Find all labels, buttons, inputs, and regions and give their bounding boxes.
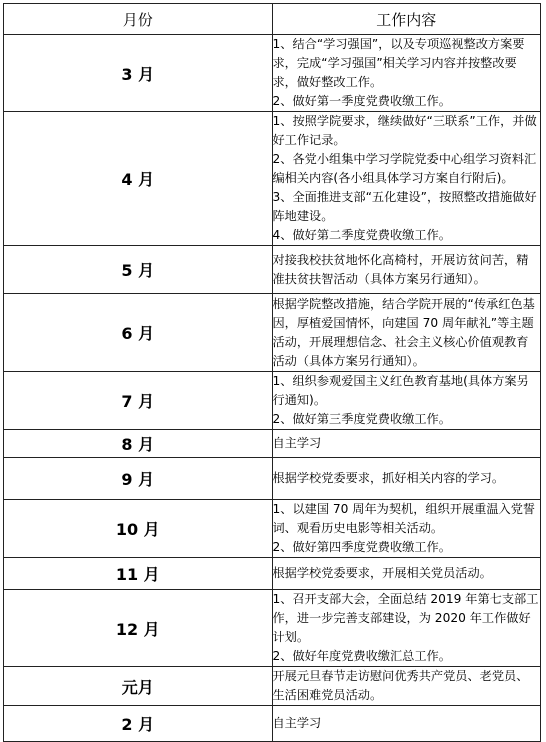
content-line: 自主学习 [272,436,322,450]
table-row [4,294,541,372]
content-cell [272,500,541,558]
month-cell: 元月 [4,667,273,706]
content-line: 2、各党小组集中学习学院党委中心组学习资料汇编相关内容(各小组具体学习方案自行附后)。 [272,152,537,185]
table-row [4,500,541,558]
content-line: 2、做好第三季度党费收缴工作。 [272,412,451,426]
content-line: 1、按照学院要求，继续做好“三联系”工作，并做好工作记录。 [272,114,537,147]
month-cell: 10 月 [4,500,273,558]
month-cell: 11 月 [4,558,273,590]
work-plan-table [3,3,541,742]
table-body [4,35,541,742]
content-line: 4、做好第二季度党费收缴工作。 [272,228,451,242]
content-line: 1、结合“学习强国”，以及专项巡视整改方案要求，完成“学习强国”相关学习内容并按整改要求，做好整改工作。 [272,37,525,89]
content-line: 1、组织参观爱国主义红色教育基地(具体方案另行通知)。 [272,374,529,407]
table-row [4,558,541,590]
month-cell: 4 月 [4,112,273,246]
table-row [4,35,541,112]
table-row [4,706,541,742]
content-line: 1、以建国 70 周年为契机，组织开展重温入党誓词、观看历史电影等相关活动。 [272,502,536,535]
month-cell: 2 月 [4,706,273,742]
header-row [4,4,541,35]
content-cell [272,112,541,246]
month-cell: 6 月 [4,294,273,372]
month-cell: 7 月 [4,372,273,430]
content-line: 根据学院整改措施，结合学院开展的“传承红色基因，厚植爱国情怀，向建国 70 周年献礼”等主题活动，开展理想信念、社会主义核心价值观教育活动（具体方案另行通知）。 [272,296,535,368]
content-cell [272,430,541,458]
month-cell: 8 月 [4,430,273,458]
content-column-header: 工作内容 [272,4,541,35]
table-row [4,430,541,458]
content-line: 根据学校党委要求，开展相关党员活动。 [272,566,492,580]
content-line: 2、做好第四季度党费收缴工作。 [272,540,451,554]
content-line: 3、全面推进支部“五化建设”，按照整改措施做好阵地建设。 [272,190,537,223]
content-cell [272,35,541,112]
table-row [4,372,541,430]
content-cell [272,667,541,706]
content-cell [272,558,541,590]
content-line: 自主学习 [272,716,322,730]
month-cell: 5 月 [4,246,273,294]
table-row [4,590,541,667]
table-row [4,112,541,246]
content-cell [272,706,541,742]
content-line: 根据学校党委要求，抓好相关内容的学习。 [272,471,505,485]
content-line: 2、做好年度党费收缴汇总工作。 [272,649,451,663]
content-line: 2、做好第一季度党费收缴工作。 [272,94,451,108]
table-row [4,667,541,706]
content-cell [272,246,541,294]
table-row [4,458,541,500]
month-cell: 9 月 [4,458,273,500]
month-cell: 3 月 [4,35,273,112]
month-column-header: 月份 [4,4,273,35]
content-line: 1、召开支部大会，全面总结 2019 年第七支部工作，进一步完善支部建设，为 2020 年工作做好计划。 [272,592,539,644]
content-cell [272,294,541,372]
content-cell [272,590,541,667]
table-row [4,246,541,294]
content-cell [272,372,541,430]
content-line: 对接我校扶贫地怀化高椅村，开展访贫问苦，精准扶贫扶智活动（具体方案另行通知）。 [272,252,529,286]
month-cell: 12 月 [4,590,273,667]
content-line: 开展元旦春节走访慰问优秀共产党员、老党员、生活困难党员活动。 [272,669,529,702]
content-cell [272,458,541,500]
